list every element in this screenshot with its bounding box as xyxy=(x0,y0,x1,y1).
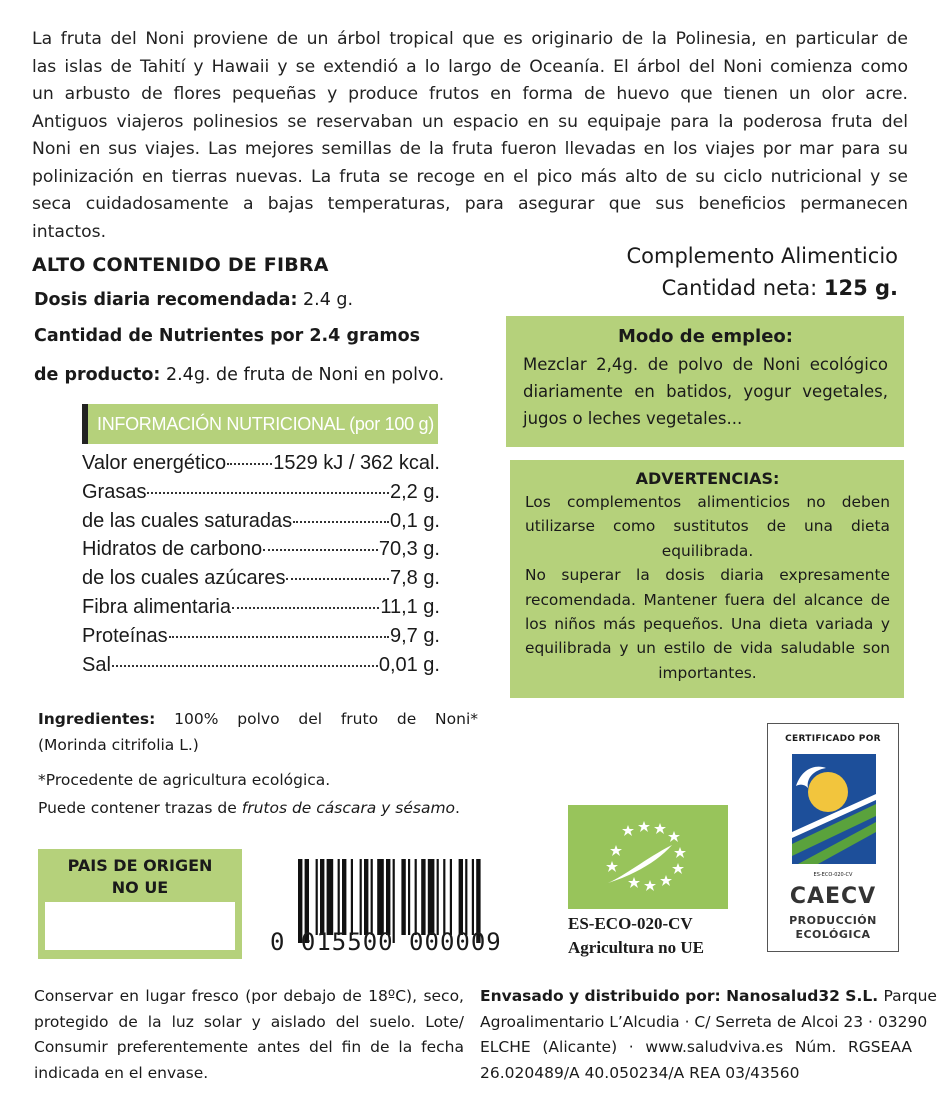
advertencias-box xyxy=(510,460,904,698)
ingredientes-line2: (Morinda citrifolia L.) xyxy=(38,736,199,754)
dot-leader xyxy=(263,549,378,551)
cantidad-neta-value: 125 g. xyxy=(823,276,898,300)
nutrition-value: 0,1 g. xyxy=(389,509,440,532)
procedencia-line2 xyxy=(38,794,460,822)
intro-line: un arbusto de flores pequeñas y produce frutos en forma de huevo que tienen un olor acre. xyxy=(32,84,908,104)
dosis-line xyxy=(34,290,353,310)
dot-leader xyxy=(227,463,272,465)
eu-organic-code: ES-ECO-020-CV xyxy=(568,914,693,933)
pais-origen-blank-field xyxy=(45,902,235,950)
nutrition-row xyxy=(82,567,440,596)
dot-leader xyxy=(286,578,389,580)
nutrition-row xyxy=(82,538,440,567)
barcode-bar xyxy=(421,859,425,935)
intro-line: polinización en tierras nuevas. La fruta se recoge en el pico más alto de su ciclo nutricional y se xyxy=(32,166,908,187)
caecv-subtitle xyxy=(768,914,898,942)
barcode-bar xyxy=(320,859,324,935)
barcode-bar xyxy=(351,859,353,935)
barcode-bar xyxy=(428,859,435,935)
barcode-bar xyxy=(327,859,334,935)
nutrition-value: 7,8 g. xyxy=(389,567,440,590)
dot-leader xyxy=(232,607,379,609)
ingredientes-label: Ingredientes: xyxy=(38,710,156,728)
dot-leader xyxy=(169,636,389,638)
barcode-bar xyxy=(437,859,439,935)
advertencias-line: utilizarse como sustitutos de una dieta xyxy=(525,517,890,536)
intro-line: seca cuidadosamente a bajas temperaturas, para asegurar que sus beneficios permanecen xyxy=(32,194,908,214)
modo-empleo-line: jugos o leches vegetales... xyxy=(523,409,743,428)
nutrition-label: Valor energético xyxy=(82,452,227,474)
barcode-bar xyxy=(316,859,318,935)
complemento-title: Complemento Alimenticio xyxy=(626,244,898,268)
procedencia-suffix: . xyxy=(455,799,460,817)
nutrition-value: 9,7 g. xyxy=(389,624,440,647)
nutrition-row xyxy=(82,510,440,539)
nutrition-header: INFORMACIÓN NUTRICIONAL (por 100 g) xyxy=(82,404,438,444)
dosis-label: Dosis diaria recomendada: xyxy=(34,290,298,310)
nutrition-row xyxy=(82,654,440,683)
dosis-value: 2.4 g. xyxy=(297,290,354,310)
nutrition-label: Fibra alimentaria xyxy=(82,595,231,618)
nutrition-table xyxy=(82,452,440,682)
cantidad-neta-label: Cantidad neta: xyxy=(661,276,824,300)
barcode-bar xyxy=(360,859,362,935)
nutrition-value: 11,1 g. xyxy=(380,595,440,618)
envasado-line: ELCHE (Alicante) · www.saludviva.es Núm. RGSEAA xyxy=(480,1038,912,1056)
barcode-bar xyxy=(377,859,384,935)
nutrition-value: 0,01 g. xyxy=(378,653,440,676)
pais-origen-value: NO UE xyxy=(111,878,169,897)
barcode-bar xyxy=(371,859,373,935)
ingredientes-block xyxy=(38,706,478,758)
barcode-number: 0 015500 000009 xyxy=(270,928,502,956)
intro-line: Antiguos viajeros polinesios se reservaban un espacio en su equipaje para la poderosa fruta del xyxy=(32,111,908,132)
nutrition-label: Hidratos de carbono xyxy=(82,538,263,561)
nutrition-row xyxy=(82,625,440,654)
barcode-bar xyxy=(401,859,405,935)
caecv-line1: PRODUCCIÓN xyxy=(789,914,877,927)
barcode-bar xyxy=(443,859,445,935)
cantidad-neta xyxy=(626,272,898,304)
conservar-line: Conservar en lugar fresco (por debajo de 18ºC), seco, xyxy=(34,987,464,1005)
nutrition-label: Proteínas xyxy=(82,624,168,647)
complemento-block xyxy=(626,240,898,304)
barcode-bar xyxy=(450,859,452,935)
eu-organic-logo xyxy=(568,805,728,909)
caecv-top-text: CERTIFICADO POR xyxy=(785,734,881,744)
cantidad-nutrientes-value: 2.4g. de fruta de Noni en polvo. xyxy=(160,365,445,385)
dot-leader xyxy=(293,521,389,523)
pais-origen-title: PAIS DE ORIGEN xyxy=(67,856,213,875)
cantidad-nutrientes-label2: de producto: xyxy=(34,365,161,385)
nutrition-value: 2,2 g. xyxy=(389,480,440,503)
advertencias-line: importantes. xyxy=(658,663,757,682)
eu-organic-text xyxy=(568,912,704,960)
envasado-line xyxy=(480,984,937,1010)
procedencia-italic: frutos de cáscara y sésamo xyxy=(241,799,456,817)
modo-empleo-line: diariamente en batidos, yogur vegetales, xyxy=(523,382,888,401)
nutrition-label: de las cuales saturadas xyxy=(82,509,293,532)
modo-empleo-line: Mezclar 2,4g. de polvo de Noni ecológico xyxy=(523,355,888,374)
advertencias-line: Los complementos alimenticios no deben xyxy=(525,493,890,511)
ingredientes-line1 xyxy=(38,706,478,732)
cantidad-nutrientes-line1 xyxy=(34,326,420,346)
caecv-name: CAECV xyxy=(789,884,877,909)
modo-empleo-box xyxy=(506,316,904,447)
advertencias-line: No superar la dosis diaria expresamente xyxy=(525,566,890,585)
nutrition-label: de los cuales azúcares xyxy=(82,567,286,590)
eu-organic-agri: Agricultura no UE xyxy=(568,938,704,957)
barcode-bar xyxy=(465,859,467,935)
conservar-line: protegido de la luz solar y aislado del suelo. Lote/ xyxy=(34,1012,464,1031)
intro-paragraph xyxy=(32,26,908,246)
intro-line: las islas de Tahití y Hawaii y se extendió a lo largo de Oceanía. El árbol del Noni comienza como xyxy=(32,56,908,77)
nutrition-label: Sal xyxy=(82,653,111,676)
envasado-line: Agroalimentario L’Alcudia · C/ Serreta de Alcoi 23 · 03290 xyxy=(480,1012,928,1031)
dot-leader xyxy=(147,492,388,494)
nutrition-value: 1529 kJ / 362 kcal. xyxy=(273,452,440,474)
advertencias-line: equilibrada y un estilo de vida saludable son xyxy=(525,639,890,658)
cantidad-nutrientes-label1: Cantidad de Nutrientes por 2.4 gramos xyxy=(34,326,421,346)
caecv-certification-logo xyxy=(767,723,899,952)
barcode-bar xyxy=(386,859,390,935)
intro-line: intactos. xyxy=(32,221,107,242)
pais-origen-box xyxy=(38,849,242,959)
conservar-text xyxy=(34,984,464,1086)
barcode-bar xyxy=(408,859,410,935)
procedencia-line1: *Procedente de agricultura ecológica. xyxy=(38,771,331,789)
nutrition-label: Grasas xyxy=(82,480,147,503)
barcode-bar xyxy=(415,859,417,935)
envasado-line: 26.020489/A 40.050234/A REA 03/43560 xyxy=(480,1063,800,1082)
conservar-line: indicada en el envase. xyxy=(34,1063,209,1082)
dot-leader xyxy=(112,665,378,667)
modo-empleo-text xyxy=(523,351,888,432)
conservar-line: Consumir preferentemente antes del fin de la fecha xyxy=(34,1038,464,1056)
barcode-bar xyxy=(342,859,346,935)
caecv-emblem-icon xyxy=(768,724,900,874)
caecv-code: ES-ECO-020-CV xyxy=(813,872,853,878)
advertencias-line: los niños más pequeños. Una dieta variada y xyxy=(525,615,890,634)
eu-organic-leaf-icon xyxy=(568,805,728,909)
advertencias-line: recomendada. Mantener fuera del alcance de xyxy=(525,590,890,609)
procedencia-prefix: Puede contener trazas de xyxy=(38,799,242,817)
advertencias-text xyxy=(525,490,890,685)
modo-empleo-title: Modo de empleo: xyxy=(618,326,793,347)
advertencias-title: ADVERTENCIAS: xyxy=(635,469,780,488)
caecv-line2: ECOLÓGICA xyxy=(795,928,871,941)
envasado-text xyxy=(480,984,937,1086)
envasado-rest: Parque xyxy=(883,987,937,1005)
barcode-bar xyxy=(472,859,474,935)
intro-line: La fruta del Noni proviene de un árbol tropical que es originario de la Polinesia, en particular de xyxy=(32,29,908,49)
advertencias-line: equilibrada. xyxy=(661,541,754,560)
procedencia-block xyxy=(38,766,460,822)
fibra-heading: ALTO CONTENIDO DE FIBRA xyxy=(32,254,329,276)
nutrition-value: 70,3 g. xyxy=(378,538,440,561)
barcode-bar xyxy=(364,859,368,935)
nutrition-row xyxy=(82,452,440,481)
barcode-bar xyxy=(459,859,463,935)
envasado-label: Envasado y distribuido por: Nanosalud32 S.L. xyxy=(480,987,884,1005)
intro-line: Noni en sus viajes. Las mejores semillas de la fruta fueron llevadas en los viajes por mar para su xyxy=(32,139,908,159)
cantidad-nutrientes-line2 xyxy=(34,365,444,385)
barcode-bar xyxy=(338,859,340,935)
nutrition-row xyxy=(82,481,440,510)
ingredientes-value: 100% polvo del fruto de Noni* xyxy=(155,710,478,728)
nutrition-row xyxy=(82,596,440,625)
